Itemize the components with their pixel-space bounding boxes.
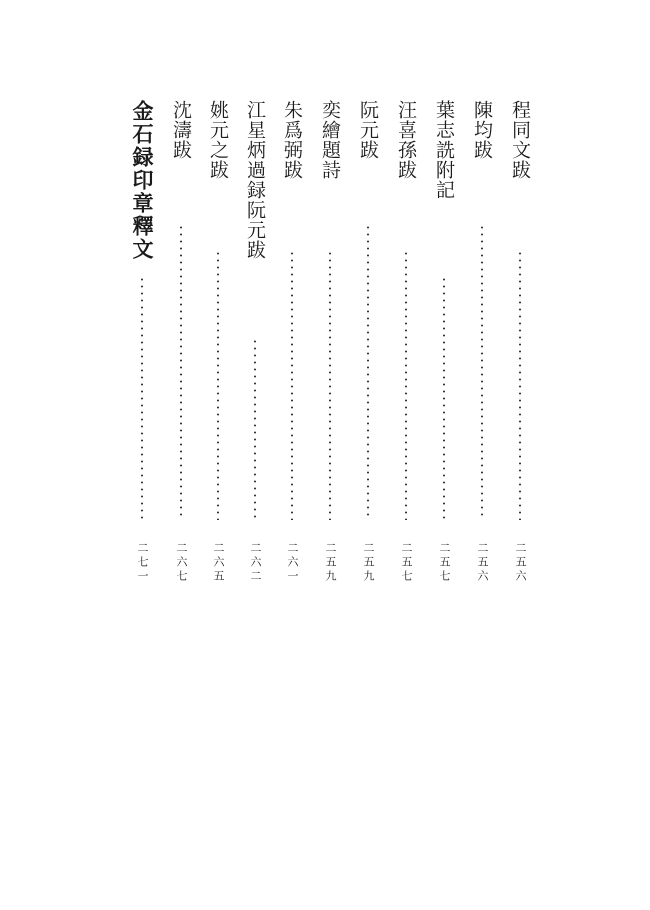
- dot-leader: [405, 250, 407, 520]
- toc-entry: [394, 100, 418, 600]
- dot-leader: [367, 224, 369, 520]
- toc-entry: [432, 100, 456, 600]
- toc-entry-page-number: 二五七: [400, 542, 413, 584]
- toc-entry-title: 阮元跋: [357, 100, 379, 160]
- dot-leader: [291, 250, 293, 520]
- dot-leader: [329, 250, 331, 520]
- toc-entry-page-number: 二六二: [249, 542, 262, 584]
- toc-entry: [356, 100, 380, 600]
- dot-leader: [141, 276, 143, 520]
- toc-entry-page-number: 二七一: [136, 542, 149, 584]
- toc-entry-title: 姚元之跋: [207, 100, 229, 180]
- toc-entry-title: 沈濤跋: [170, 100, 192, 160]
- toc-entry-major: [130, 100, 154, 600]
- toc-entry-title: 汪喜孫跋: [395, 100, 417, 180]
- toc-entry-page-number: 二五六: [514, 542, 527, 584]
- toc-entry-title: 江星炳過録阮元跋: [244, 100, 266, 260]
- toc-entry-page-number: 二五九: [362, 542, 375, 584]
- toc-entry: [318, 100, 342, 600]
- toc-entry-page-number: 二五六: [476, 542, 489, 584]
- toc-entry-title: 程同文跋: [509, 100, 531, 180]
- toc-entry-page-number: 二六一: [286, 542, 299, 584]
- toc-entry: [243, 100, 267, 600]
- toc-entry-title: 朱爲弼跋: [281, 100, 303, 180]
- dot-leader: [481, 224, 483, 520]
- dot-leader: [254, 338, 256, 520]
- toc-entry: [280, 100, 304, 600]
- dot-leader: [519, 250, 521, 520]
- toc-entry: [206, 100, 230, 600]
- toc-entry-title: 奕繪題詩: [319, 100, 341, 180]
- dot-leader: [180, 224, 182, 520]
- toc-entry-page-number: 二六七: [175, 542, 188, 584]
- toc-entry-title: 陳均跋: [471, 100, 493, 160]
- toc-entry-page-number: 二六五: [212, 542, 225, 584]
- dot-leader: [217, 250, 219, 520]
- toc-entry: [169, 100, 193, 600]
- toc-entry-page-number: 二五七: [438, 542, 451, 584]
- dot-leader: [443, 276, 445, 520]
- toc-entry: [508, 100, 532, 600]
- toc-entry-title: 葉志詵附記: [433, 100, 455, 200]
- toc-entry-title: 金石録印章釋文: [130, 100, 155, 261]
- toc-entry: [470, 100, 494, 600]
- toc-entry-page-number: 二五九: [324, 542, 337, 584]
